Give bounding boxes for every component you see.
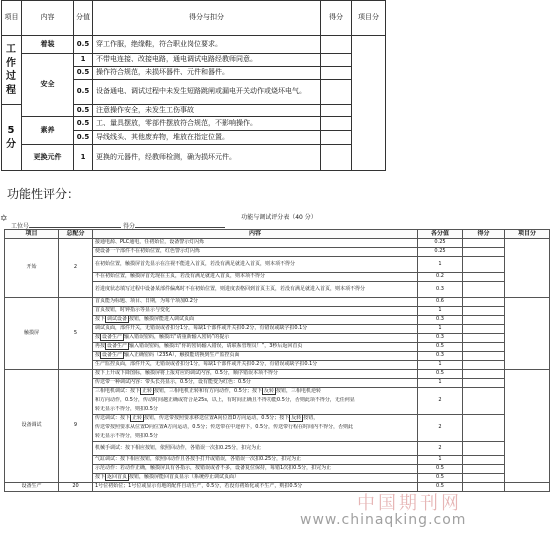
- section-name: 开始: [5, 239, 59, 298]
- stage-score-text: 5分: [6, 125, 17, 150]
- content-pre: 传送调试：按下: [95, 415, 131, 422]
- content-pre: 按下: [95, 316, 106, 323]
- value-cell: 0.6: [418, 298, 463, 307]
- table1-header-row: [2, 1, 386, 36]
- content-cell: 使设备一个部件不在初始位置，红色警示灯闪烁: [93, 248, 418, 257]
- score-input-cell[interactable]: [321, 117, 352, 131]
- table2-header-row: [5, 230, 550, 239]
- value-cell: 0.3: [418, 352, 463, 361]
- content-cell: 首页能为标题、项目、日期，为每个项加0.2分: [93, 298, 418, 307]
- score-input-cell[interactable]: [463, 379, 505, 388]
- move-handle-icon[interactable]: ✡: [0, 214, 8, 224]
- content-cell: 不在初始位置，触摸屏首先现在主页，若没有满足就进入首页，则本项不得分: [93, 273, 418, 282]
- score-cell: 0.5: [74, 36, 93, 54]
- content-post: 按钮，三相电机逆转: [276, 388, 322, 395]
- score-cell: 0.5: [74, 67, 93, 80]
- criteria-cell: 更换的元器件，经教师检测，确为损坏元件。: [93, 145, 321, 171]
- content-pre: 三相电机调试：按下: [95, 388, 141, 395]
- watermark-url: www.chinaqking.com: [300, 512, 467, 528]
- value-cell: 0.25: [418, 239, 463, 248]
- content-pre: 按: [95, 334, 101, 341]
- content-cell: 1号位初始位；1号位或显示有地的配件自动生产，0.5分，若没有初始化或不生产，则扣0.5分: [93, 483, 418, 492]
- stage-label: [2, 36, 22, 105]
- boxed-button-label: 设备生产: [102, 352, 123, 359]
- stage-label-text: 工作过程: [6, 44, 17, 96]
- content-cell: 机械手调试：按下相应按钮，依照回动作，各错误一次扣0.25分，扣完为止: [93, 442, 418, 456]
- item-total-cell[interactable]: [505, 298, 550, 370]
- score-input-cell[interactable]: [463, 361, 505, 370]
- table2-header: 总配分: [59, 230, 93, 239]
- table-row: [2, 117, 386, 131]
- score-cell: 1: [74, 145, 93, 171]
- content-cell: [93, 334, 418, 343]
- content-pre: 按: [95, 352, 101, 359]
- score-input[interactable]: [135, 222, 225, 228]
- criteria-cell: 穿工作服，绝缘鞋，符合职业岗位要求。: [93, 36, 321, 54]
- table2-header: 项目分: [505, 230, 550, 239]
- score-input-cell[interactable]: [463, 282, 505, 298]
- item-cell: [22, 145, 74, 171]
- content-cell: 传送带按照要求从位置D向位置A方向运动，0.5分；传送带在中途停下，0.5分，传送带行程在时间内不得分，否则此: [93, 424, 418, 433]
- table2-header: 内容: [93, 230, 418, 239]
- content-cell: 若进度状态填写过程中设备某部件偏离时不在初始位置，则进度表格回到首页主页，若没有满足就进入首页，则本项不得分: [93, 282, 418, 298]
- content-post: 按钮，传送带按照要求移送位置A向位置D方向运动，0.5分；按下: [144, 415, 290, 422]
- value-cell: 1: [418, 257, 463, 273]
- item-total-cell[interactable]: [505, 239, 550, 298]
- table2-header: 各分值: [418, 230, 463, 239]
- section-total: 20: [59, 483, 93, 492]
- stage-score: [2, 105, 22, 171]
- content-cell: 气缸调试：按下相应按钮，依照回动作且各按手打开或错误，各错误一次扣0.25分，扣完为止: [93, 456, 418, 465]
- value-cell: 0.25: [418, 248, 463, 257]
- table-row: [5, 239, 550, 248]
- item-cell: 着装: [22, 36, 74, 54]
- value-cell: 1: [418, 307, 463, 316]
- table2-header: 得分: [463, 230, 505, 239]
- section-total: 9: [59, 370, 93, 483]
- value-cell: 0.5: [418, 465, 463, 474]
- score-input-cell[interactable]: [463, 316, 505, 325]
- item-cell: 安全: [22, 54, 74, 117]
- score-cell: 0.5: [74, 105, 93, 117]
- score-input-cell[interactable]: [463, 388, 505, 415]
- boxed-button-label: 调试设备: [107, 316, 128, 323]
- content-pre: 按下: [95, 474, 106, 481]
- score-cell: 1: [74, 54, 93, 67]
- boxed-button-label: 反转: [291, 415, 302, 422]
- score-input-cell[interactable]: [463, 239, 505, 248]
- boxed-button-label: 返回首页: [107, 474, 128, 481]
- boxed-button-label: 正转: [142, 388, 153, 395]
- score-input-cell[interactable]: [463, 307, 505, 316]
- content-post: 按钮，三相电机正转和有方向动作，0.5分；按下: [154, 388, 262, 395]
- score-input-cell[interactable]: [463, 334, 505, 343]
- content-cell: [93, 388, 418, 397]
- content-post: 按钮，触摸屏能回首页显示（系统停止调试页面）: [129, 474, 240, 481]
- score-input-cell[interactable]: [463, 352, 505, 361]
- table-row: [5, 370, 550, 379]
- value-cell: 0.5: [418, 343, 463, 352]
- content-cell: 在初始位置，触摸屏首先显示在注视不能进入首页，若没有满足就进入首页，则本项不得分: [93, 257, 418, 273]
- score-input-cell[interactable]: [321, 80, 352, 105]
- criteria-cell: 工、量具摆放，零部件摆放符合规范，不影响操作。: [93, 117, 321, 131]
- content-post: 按钮，: [303, 415, 319, 422]
- score-input-cell[interactable]: [463, 298, 505, 307]
- score-input-cell[interactable]: [463, 415, 505, 442]
- table1-header: 内容: [22, 1, 74, 36]
- section-name: 设备调试: [5, 370, 59, 483]
- station-input[interactable]: [29, 222, 121, 228]
- content-cell: [93, 343, 418, 352]
- content-cell: 接通电源、PLC通电，任初始位，设备警示灯闪烁: [93, 239, 418, 248]
- score-input-cell[interactable]: [463, 465, 505, 474]
- value-cell: 0.3: [418, 316, 463, 325]
- watermark-cn: 中国期刊网: [357, 493, 462, 514]
- score-input-cell[interactable]: [321, 131, 352, 145]
- table-row: [2, 36, 386, 54]
- content-cell: 首页按钮，时钟指示等显示与变化: [93, 307, 418, 316]
- content-pre: 再按: [95, 343, 106, 350]
- section-heading: 功能性评分：: [7, 187, 80, 201]
- score-input-cell[interactable]: [463, 483, 505, 492]
- boxed-button-label: 反转: [264, 388, 275, 395]
- table-row: [2, 145, 386, 171]
- score-input-cell[interactable]: [463, 442, 505, 456]
- score-input-cell[interactable]: [463, 343, 505, 352]
- value-cell: 0.5: [418, 370, 463, 379]
- work-process-score-table: [1, 0, 386, 171]
- score-input-cell[interactable]: [463, 474, 505, 483]
- item-total-cell[interactable]: [352, 36, 386, 171]
- score-cell: 0.5: [74, 131, 93, 145]
- score-input-cell[interactable]: [321, 145, 352, 171]
- score-input-cell[interactable]: [463, 248, 505, 257]
- content-cell: [93, 474, 418, 483]
- section-total: 2: [59, 239, 93, 298]
- value-cell: 2: [418, 442, 463, 456]
- score-input-cell[interactable]: [321, 54, 352, 67]
- content-post: 输入错误密码，触摸出“你的密码输入错误，请联系管理员！”，3秒后返回首页: [129, 343, 303, 350]
- criteria-cell: 导线线头、其他废弃物，堆放在指定位置。: [93, 131, 321, 145]
- criteria-cell: 注意操作安全，未发生工伤事故: [93, 105, 321, 117]
- criteria-cell: 设备通电、调试过程中未发生短路跳闸或漏电开关动作或烧坏电气。: [93, 80, 321, 105]
- boxed-button-label: 正转: [132, 415, 143, 422]
- boxed-button-label: 设备生产: [102, 334, 123, 341]
- criteria-cell: 操作符合规范，未损坏器件、元件和器件。: [93, 67, 321, 80]
- score-cell: 0.5: [74, 117, 93, 131]
- table-row: [2, 54, 386, 67]
- content-post: 按钮，触摸屏能进入调试页面: [129, 316, 195, 323]
- value-cell: 2: [418, 415, 463, 442]
- score-input-cell[interactable]: [321, 67, 352, 80]
- content-cell: 和方向动作，0.5分，传动时间越正确或符合是25s，以上，有时间正确且不得功能0.5分，否则此项不得分，无任何显: [93, 397, 418, 406]
- content-cell: 转无显示不得分，则扣0.5分: [93, 406, 418, 415]
- section-name: 触摸屏: [5, 298, 59, 370]
- score-input-cell[interactable]: [463, 325, 505, 334]
- table2-title: 功能与调试评分表（40 分）: [241, 214, 317, 221]
- station-label: 工位号: [11, 223, 30, 230]
- item-total-cell[interactable]: [505, 370, 550, 483]
- score-input-cell[interactable]: [321, 36, 352, 54]
- table2-header: 项目: [5, 230, 59, 239]
- table-row: [5, 298, 550, 307]
- function-debug-score-table: [4, 229, 550, 492]
- item-cell-text: 更换元件: [33, 152, 62, 161]
- boxed-button-label: 设备生产: [107, 343, 128, 350]
- content-post: 输入错误密码，触摸出“请重新输入密码”的提示: [124, 334, 230, 341]
- score-cell: 0.5: [74, 80, 93, 105]
- value-cell: 1: [418, 325, 463, 334]
- table1-header: 分值: [74, 1, 93, 36]
- content-cell: 传送带一种调试内容：带头长亮显示，0.5分，设有能变为红色：0.5分: [93, 379, 418, 388]
- content-cell: [93, 352, 418, 361]
- criteria-cell: 不带电连接、改接电路，通电调试电路经教师同意。: [93, 54, 321, 67]
- score-input-cell[interactable]: [463, 370, 505, 379]
- item-cell: 素养: [22, 117, 74, 145]
- value-cell: 0.5: [418, 474, 463, 483]
- content-cell: 生产监控页面，部件开关，无错误或者扣分1分，每缺1个部件或开关扣0.2分，有错误或缺字扣0.1分: [93, 361, 418, 370]
- value-cell: 2: [418, 388, 463, 415]
- value-cell: 1: [418, 379, 463, 388]
- table1-header: 得分与扣分: [93, 1, 321, 36]
- content-cell: [93, 415, 418, 424]
- score-input-cell[interactable]: [463, 273, 505, 282]
- section-total: 5: [59, 298, 93, 370]
- item-total-cell[interactable]: [505, 483, 550, 492]
- table-row: [5, 483, 550, 492]
- value-cell: 0.5: [418, 483, 463, 492]
- table1-header: 得分: [321, 1, 352, 36]
- value-cell: 1: [418, 456, 463, 465]
- value-cell: 0.3: [418, 282, 463, 298]
- section-name: 设备生产: [5, 483, 59, 492]
- value-cell: 0.3: [418, 334, 463, 343]
- content-cell: 转无显示不得分，则扣0.5分: [93, 433, 418, 442]
- table1-header: 项目: [2, 1, 22, 36]
- score-label: 得分: [122, 223, 135, 230]
- content-post: 输入正确密码（235A），触摸能切换到生产监控页面: [124, 352, 240, 359]
- score-input-cell[interactable]: [321, 105, 352, 117]
- score-input-cell[interactable]: [463, 456, 505, 465]
- value-cell: 1: [418, 361, 463, 370]
- content-cell: 调试页面，部件开关，无错误或者扣分1分，每缺1个部件或开关扣0.2分，有错误或缺字扣0.1分: [93, 325, 418, 334]
- table1-header: 项目分: [352, 1, 386, 36]
- content-cell: 按下上升或下降图标，触摸屏将上报对应的调试内容，0.5分，顺序错误本项不得分: [93, 370, 418, 379]
- content-cell: [93, 316, 418, 325]
- content-cell: 示范动作：若动作正确，触摸屏具有各指示，按错误或者不多，设备复位保持，每错1次扣0.5分，扣完为止: [93, 465, 418, 474]
- value-cell: 0.2: [418, 273, 463, 282]
- score-input-cell[interactable]: [463, 257, 505, 273]
